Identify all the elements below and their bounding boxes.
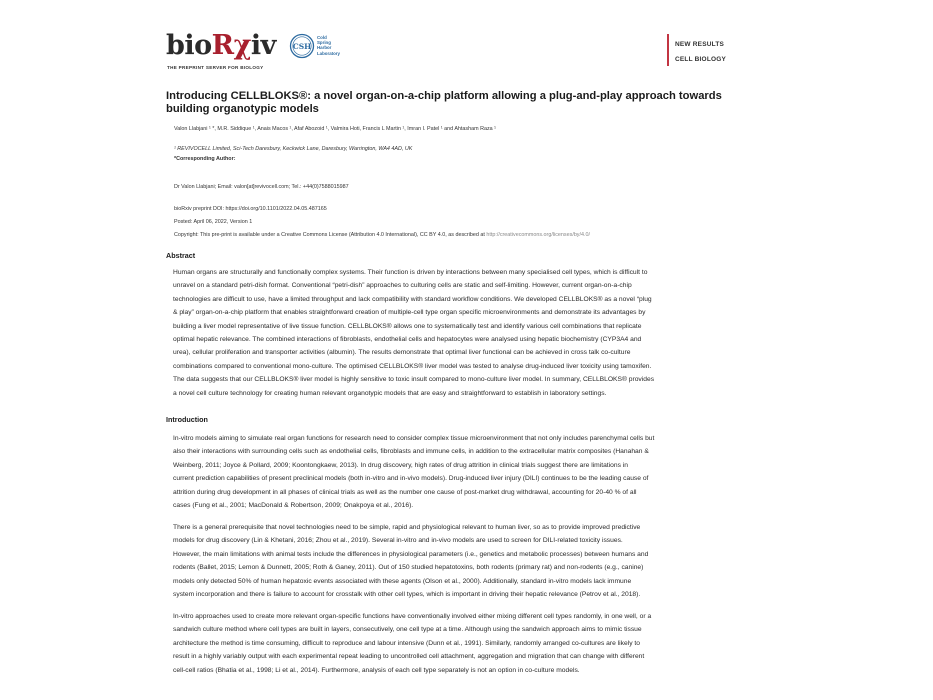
intro-line: also their interactions with surrounding cells such as endothelial cells, fibroblasts and immune cells, in addition to the extracellular matrix composites (Hanahan & — [173, 448, 649, 456]
cshl-seal-icon — [289, 33, 315, 59]
copyright-line — [174, 232, 590, 238]
section-label: NEW RESULTS — [675, 41, 725, 48]
intro-line: attrition during drug development in all phases of clinical trials as well as the number one cause of post-market drug withdrawal, accounting for 20-40 % of all — [173, 488, 637, 496]
abstract-line: unravel on a standard petri-dish format. Conventional “petri-dish” approaches to culturing cells are static and self-limiting. However, current organ-on-a-chip — [173, 282, 632, 290]
intro-line: There is a general prerequisite that novel technologies need to be simple, rapid and physiological relevant to human liver, so as to provide improved predictive — [173, 524, 641, 531]
abstract-line: Human organs are structurally and functionally complex systems. Their function is driven by interactions between many specialised cell types, which is difficult to — [173, 269, 648, 276]
intro-line: sandwich culture method where cell types are built in layers, consecutively, one cell type at a time. Although using the sandwich approach aims to mimic tissue — [173, 626, 642, 634]
cshl-logo[interactable] — [289, 33, 349, 59]
intro-line: architecture the method is time consuming, difficult to reproduce and labour intensive (Dunn et al., 1991). Similarly, randomly arranged co-cultures are likely to — [173, 639, 640, 647]
intro-line: models only detected 50% of human hepatoxic events associated with these agents (Olson et al., 2000). Additionally, standard in-vitro models lack immune — [173, 577, 632, 585]
introduction-heading: Introduction — [166, 415, 208, 424]
intro-line: However, the main limitations with animal tests include the differences in physiological parameters (i.e., genetics and metabolic processes) between humans and — [173, 550, 649, 558]
intro-line: cases (Fung et al., 2001; MacDonald & Robertson, 2009; Onakpoya et al., 2016). — [173, 502, 414, 510]
logo-tagline: THE PREPRINT SERVER FOR BIOLOGY — [167, 65, 264, 70]
abstract-line: The data suggests that our CELLBLOKS® liver model is highly sensitive to toxic insult compared to mono-culture liver model. In summary, CELLBLOKS® provides — [173, 376, 655, 384]
abstract-heading: Abstract — [166, 251, 196, 260]
intro-line: result in a highly variably output with each experimental repeat leading to uncontrolled cell attachment, aggregation and migration that can change with different — [173, 653, 645, 661]
article-category — [675, 37, 726, 67]
intro-line: In-vitro approaches used to create more relevant organ-specific functions have conventionally involved either mixing different cell types randomly, in one well, or a — [173, 613, 652, 620]
abstract-line: urea), cellular proliferation and transporter activities (albumin). The results demonstrate that optimal liver functional can be achieved in cross talk co-culture — [173, 349, 631, 357]
article-title: Introducing CELLBLOKS®: a novel organ-on-a-chip platform allowing a plug-and-play approach towards building organotypic models — [166, 90, 722, 115]
abstract-line: a novel cell culture technology for creating human relevant organotypic models that are easy and straightforward to establish in laboratory settings. — [173, 389, 607, 397]
abstract-line: combinations compared to conventional mono-culture. The optimised CELLBLOKS® liver model was tested to analyse drug-induced liver toxicity using tamoxifen. — [173, 362, 652, 370]
header-divider — [667, 34, 669, 66]
intro-line: rodents (Ballet, 2015; Lemon & Dunnett, 2005; Roth & Ganey, 2011). Out of 150 studied hepatotoxins, both rodents (primary rat) and non-rodents (e.g., canine) — [173, 564, 644, 572]
abstract-body — [173, 266, 718, 400]
intro-line: models for drug discovery (Lin & Khetani, 2016; Zhou et al., 2019). Several in-vitro and in-vivo models are used to screen for DILI-related toxicity issues. — [173, 537, 623, 545]
abstract-line: technologies are difficult to use, have a limited throughput and lack compatibility with standard workflow conditions. We developed CELLBLOKS® as a novel “plug — [173, 295, 652, 303]
intro-line: system incorporation and there is failure to account for crosstalk with other cell types, which is important in driving their hepatic relevance (Petrov et al., 2018). — [173, 591, 641, 599]
affiliation: ¹ REVIVOCELL Limited, Sci-Tech Daresbury, Keckwick Lane, Daresbury, Warrington, WA4 4AD, UK — [174, 146, 413, 152]
contact-info: Dr Valon Llabjani; Email: valon[at]revivocell.com; Tel.: +44(0)7588015987 — [174, 184, 349, 190]
logo-wordmark: bioRχiv — [166, 30, 276, 61]
intro-paragraph-3 — [173, 610, 718, 677]
intro-line: cell-cell ratios (Bhatia et al., 1998; Li et al., 2014). Furthermore, analysis of each cell type separately is not an option in co-culture models. — [173, 666, 580, 674]
intro-line: In-vitro models aiming to simulate real organ functions for research need to consider complex tissue microenvironment that not only includes parenchymal cells but — [173, 435, 655, 442]
intro-paragraph-2 — [173, 521, 718, 601]
author-list: Valon Llabjani ¹ *, M.R. Siddique ¹, Anais Macos ¹, Afaf Abozoid ¹, Valmira Hoti, Francis L Martin ¹, Imran I. Patel ¹ and Ahtasham Raza ¹ — [174, 126, 496, 132]
subject-label[interactable]: CELL BIOLOGY — [675, 56, 727, 63]
doi-line[interactable]: bioRxiv preprint DOI: https://doi.org/10.1101/2022.04.05.487165 — [174, 206, 327, 212]
abstract-line: building a liver model representative of live tissue function. CELLBLOKS® allows one to systematically test and identify various cell combinations that replicate — [173, 322, 642, 330]
cshl-seal-text: CSH — [292, 41, 312, 51]
license-link[interactable]: http://creativecommons.org/licenses/by/4.0/ — [486, 232, 590, 238]
intro-line: current prediction capabilities of present preclinical models (both in-vitro and in-vivo models). Drug-induced liver injury (DILI) continues to be the leading cause of — [173, 475, 649, 483]
cshl-name: Cold Spring Harbor Laboratory — [317, 35, 340, 56]
intro-line: Weinberg, 2011; Joyce & Pollard, 2009; Koontongkaew, 2013). In drug discovery, high rates of drug attrition in clinical trials suggest there are limitations in — [173, 461, 628, 469]
abstract-line: & play” organ-on-a-chip platform that enables straightforward creation of multiple-cell type organ specific microenvironments and demonstrate its advantages by — [173, 309, 646, 317]
abstract-line: optimal hepatic relevance. The combined interactions of fibroblasts, endothelial cells and hepatocytes were analysed using hepatic biochemistry (CYP3A4 and — [173, 336, 642, 344]
copyright-text: Copyright: This pre-print is available under a Creative Commons License (Attribution 4.0 International), CC BY 4.0, as described at — [174, 232, 485, 238]
posted-date: Posted: April 06, 2022, Version 1 — [174, 219, 253, 225]
corresponding-author-label: *Corresponding Author: — [174, 156, 236, 162]
intro-paragraph-1 — [173, 432, 718, 512]
